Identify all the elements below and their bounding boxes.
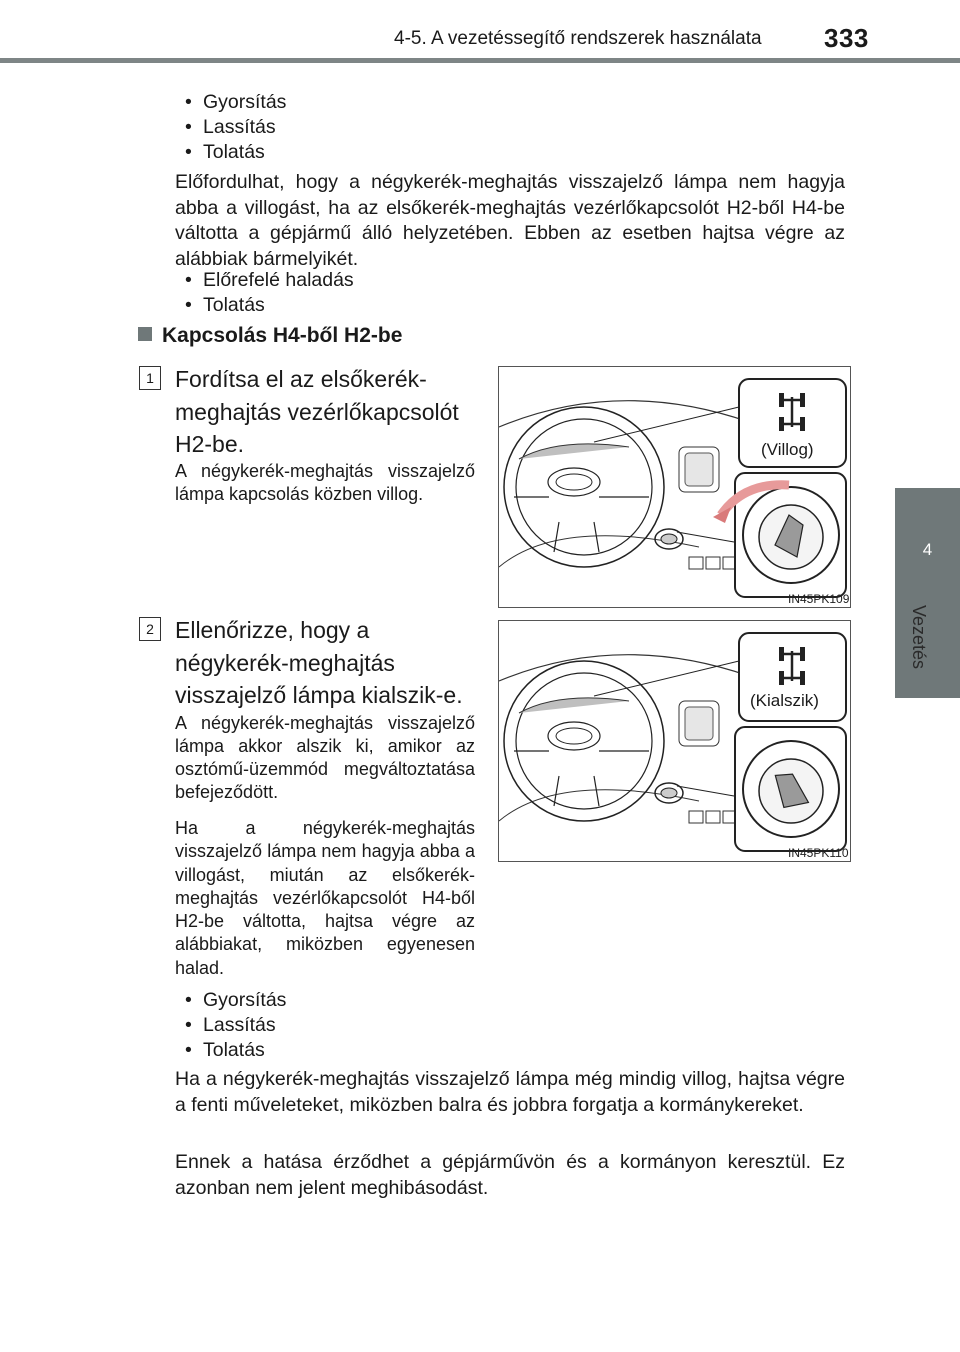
step-1-title: Fordítsa el az elsőkerék-meghajtás vezérlőkapcsolót H2-be. [175, 366, 459, 457]
list-item: • Tolatás [185, 141, 265, 163]
step-2-note-1: A négykerék-meghajtás visszajelző lámpa akkor alszik ki, amikor az osztómű-üzemmód megváltoztatása befejeződött. [175, 713, 475, 802]
header-rule [0, 58, 960, 63]
paragraph: Ha a négykerék-meghajtás visszajelző lámpa még mindig villog, hajtsa végre a fenti műveleteket, miközben balra és jobbra forgatja a kormánykereket. [175, 1068, 845, 1116]
figure-indicator-off [498, 620, 851, 862]
page-number: 333 [824, 23, 869, 53]
list-item: • Gyorsítás [185, 989, 287, 1011]
figure-code: IN45PK109 [788, 592, 850, 606]
figure-code: IN45PK110 [788, 846, 849, 860]
dashboard-illustration [499, 367, 850, 607]
list-item: • Tolatás [185, 1039, 265, 1061]
figure-label-kialszik: (Kialszik) [750, 691, 819, 710]
list-item: • Lassítás [185, 1014, 276, 1036]
step-number-2: 2 [139, 617, 161, 641]
step-number-1: 1 [139, 366, 161, 390]
figure-label-villog: (Villog) [761, 440, 814, 459]
chapter-number: 4 [922, 540, 933, 559]
section-heading: Kapcsolás H4-ből H2-be [138, 324, 402, 348]
dashboard-illustration [499, 621, 850, 861]
square-bullet-icon [138, 327, 152, 341]
running-header: 4-5. A vezetéssegítő rendszerek használata [394, 28, 762, 49]
step-2-note-2: Ha a négykerék-meghajtás visszajelző lámpa nem hagyja abba a villogást, miután az elsőkerék-meghajtás vezérlőkapcsolót H4-ből H2-be váltotta, hajtsa végre az alábbiakat, miközben egyenesen halad. [175, 818, 475, 978]
chapter-label: Vezetés [909, 605, 929, 670]
figure-switch-h2 [498, 366, 851, 608]
step-2-title: Ellenőrizze, hogy a négykerék-meghajtás visszajelző lámpa kialszik-e. [175, 617, 463, 708]
list-item: • Lassítás [185, 116, 276, 138]
step-1-note: A négykerék-meghajtás visszajelző lámpa kapcsolás közben villog. [175, 461, 475, 504]
list-item: • Gyorsítás [185, 91, 287, 113]
paragraph: Előfordulhat, hogy a négykerék-meghajtás visszajelző lámpa nem hagyja abba a villogást, ha az elsőkerék-meghajtás vezérlőkapcsolót H2-ből H4-be váltotta a gépjármű álló helyzetében. Ebben az esetben hajtsa végre az alábbiak bármelyikét. [175, 171, 845, 270]
list-item: • Előrefelé haladás [185, 269, 354, 291]
list-item: • Tolatás [185, 294, 265, 316]
paragraph: Ennek a hatása érződhet a gépjárművön és a kormányon keresztül. Ez azonban nem jelent meghibásodást. [175, 1151, 845, 1199]
